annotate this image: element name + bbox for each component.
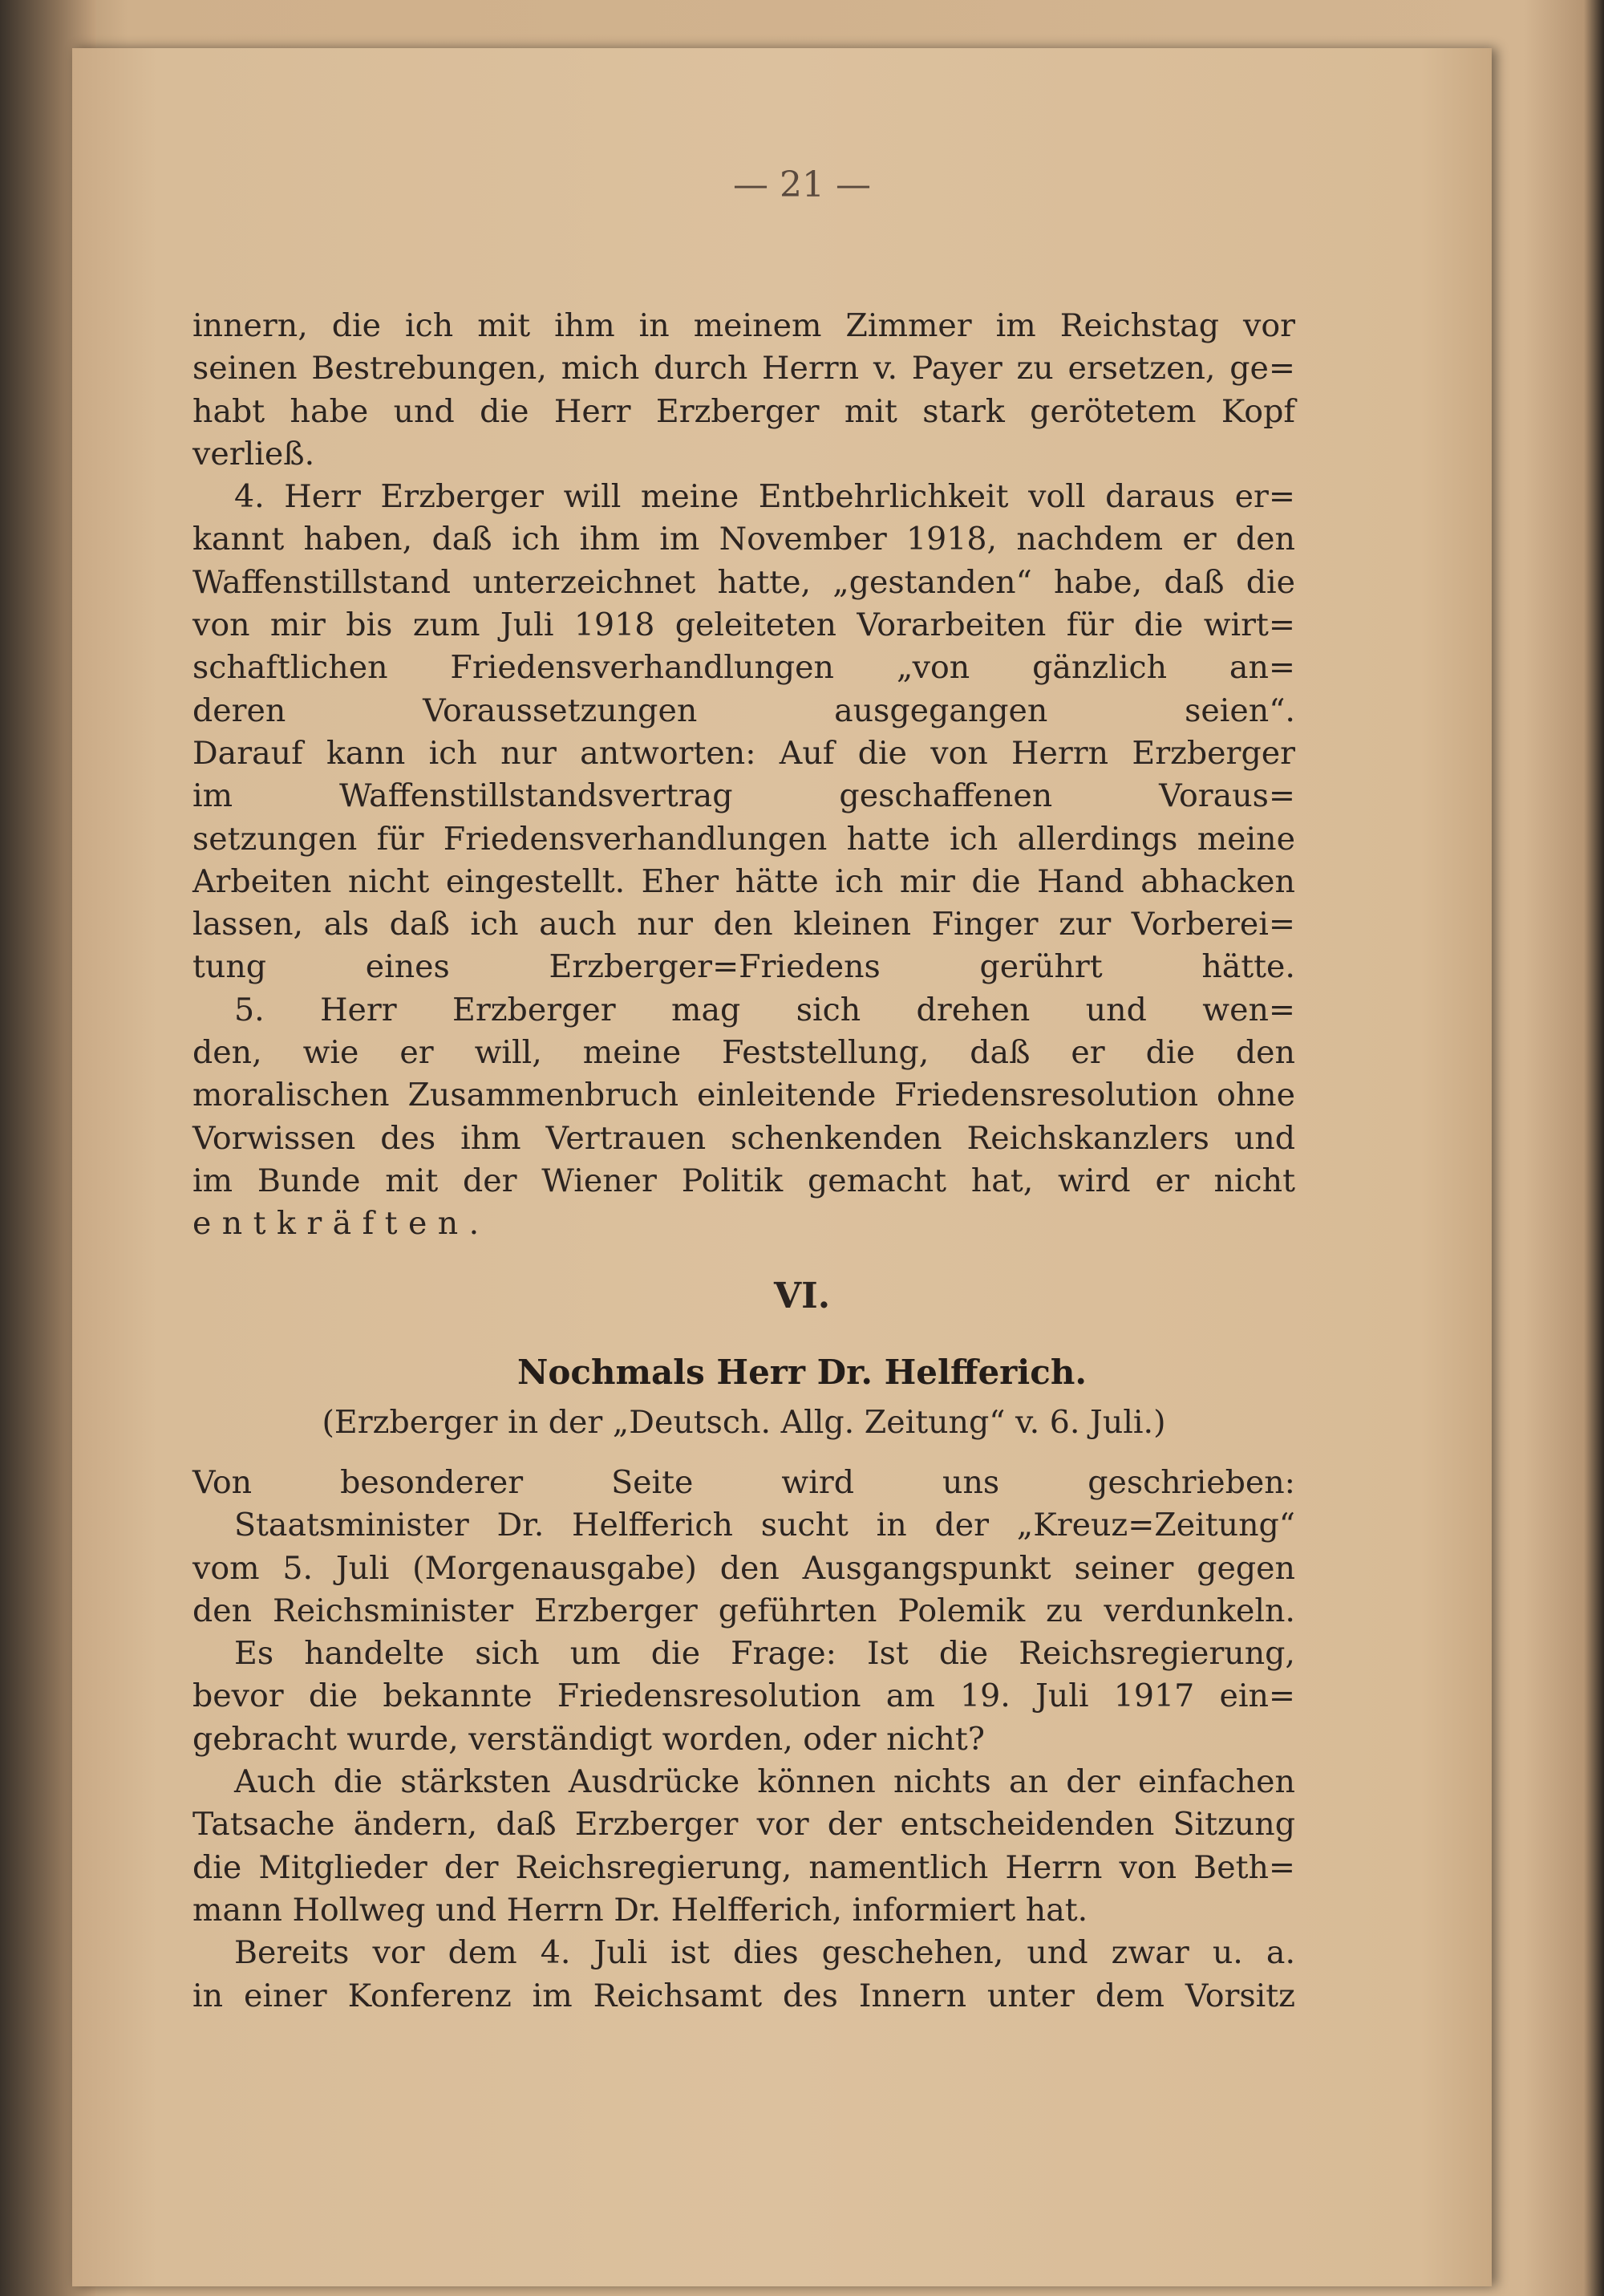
text-line: im Waffenstillstandsvertrag geschaffenen Voraus= (192, 777, 1295, 815)
page-number: — 21 — (733, 164, 871, 205)
text-line: 5. Herr Erzberger mag sich drehen und wen= (234, 991, 1295, 1028)
text-line: den Reichsminister Erzberger geführten Polemik zu verdunkeln. (192, 1592, 1295, 1629)
section-title: Nochmals Herr Dr. Helfferich. (517, 1353, 1087, 1392)
text-line: tung eines Erzberger=Friedens gerührt hätte. (192, 948, 1295, 986)
text-line: 4. Herr Erzberger will meine Entbehrlichkeit voll daraus er= (234, 478, 1295, 516)
text-line: Staatsminister Dr. Helfferich sucht in der „Kreuz=Zeitung“ (234, 1507, 1295, 1544)
text-line: entkräften. (192, 1205, 490, 1243)
text-line: verließ. (192, 435, 315, 473)
text-line: schaftlichen Friedensverhandlungen „von gänzlich an= (192, 649, 1295, 687)
text-line: bevor die bekannte Friedensresolution am 19. Juli 1917 ein= (192, 1677, 1295, 1715)
text-line: gebracht wurde, verständigt worden, oder nicht? (192, 1720, 985, 1758)
text-line: im Bunde mit der Wiener Politik gemacht hat, wird er nicht (192, 1162, 1295, 1199)
text-line: lassen, als daß ich auch nur den kleinen Finger zur Vorberei= (192, 906, 1295, 943)
text-line: seinen Bestrebungen, mich durch Herrn v. Payer zu ersetzen, ge= (192, 350, 1295, 387)
section-numeral: VI. (773, 1276, 831, 1316)
text-line: Auch die stärksten Ausdrücke können nichts an der einfachen (234, 1763, 1295, 1801)
text-line: Vorwissen des ihm Vertrauen schenkenden Reichskanzlers und (192, 1119, 1295, 1157)
text-line: Bereits vor dem 4. Juli ist dies geschehen, und zwar u. a. (234, 1934, 1295, 1972)
text-line: moralischen Zusammenbruch einleitende Friedensresolution ohne (192, 1077, 1295, 1114)
text-line: Von besonderer Seite wird uns geschrieben: (192, 1464, 1295, 1501)
text-line: kannt haben, daß ich ihm im November 1918, nachdem er den (192, 521, 1295, 558)
text-line: setzungen für Friedensverhandlungen hatte ich allerdings meine (192, 820, 1295, 858)
text-line: vom 5. Juli (Morgenausgabe) den Ausgangspunkt seiner gegen (192, 1549, 1295, 1587)
text-line: Arbeiten nicht eingestellt. Eher hätte ich mir die Hand abhacken (192, 862, 1295, 900)
body-text-bottom (192, 1462, 1295, 2018)
text-line: die Mitglieder der Reichsregierung, namentlich Herrn von Beth= (192, 1848, 1295, 1886)
text-line: innern, die ich mit ihm in meinem Zimmer im Reichstag vor (192, 307, 1295, 344)
body-text-top (192, 305, 1295, 1246)
text-line: von mir bis zum Juli 1918 geleiteten Vorarbeiten für die wirt= (192, 606, 1295, 644)
text-line: Darauf kann ich nur antworten: Auf die von Herrn Erzberger (192, 734, 1295, 772)
text-line: den, wie er will, meine Feststellung, daß er die den (192, 1034, 1295, 1072)
text-line: deren Voraussetzungen ausgegangen seien“. (192, 692, 1295, 729)
text-line: Tatsache ändern, daß Erzberger vor der entscheidenden Sitzung (192, 1806, 1295, 1844)
section-subtitle: (Erzberger in der „Deutsch. Allg. Zeitung“ v. 6. Juli.) (322, 1404, 1166, 1441)
text-line: mann Hollweg und Herrn Dr. Helfferich, informiert hat. (192, 1891, 1088, 1929)
text-line: Es handelte sich um die Frage: Ist die Reichsregierung, (234, 1635, 1295, 1673)
text-line: Waffenstillstand unterzeichnet hatte, „gestanden“ habe, daß die (192, 563, 1295, 601)
text-line: habt habe und die Herr Erzberger mit stark gerötetem Kopf (192, 392, 1295, 430)
text-line: in einer Konferenz im Reichsamt des Innern unter dem Vorsitz (192, 1977, 1295, 2014)
